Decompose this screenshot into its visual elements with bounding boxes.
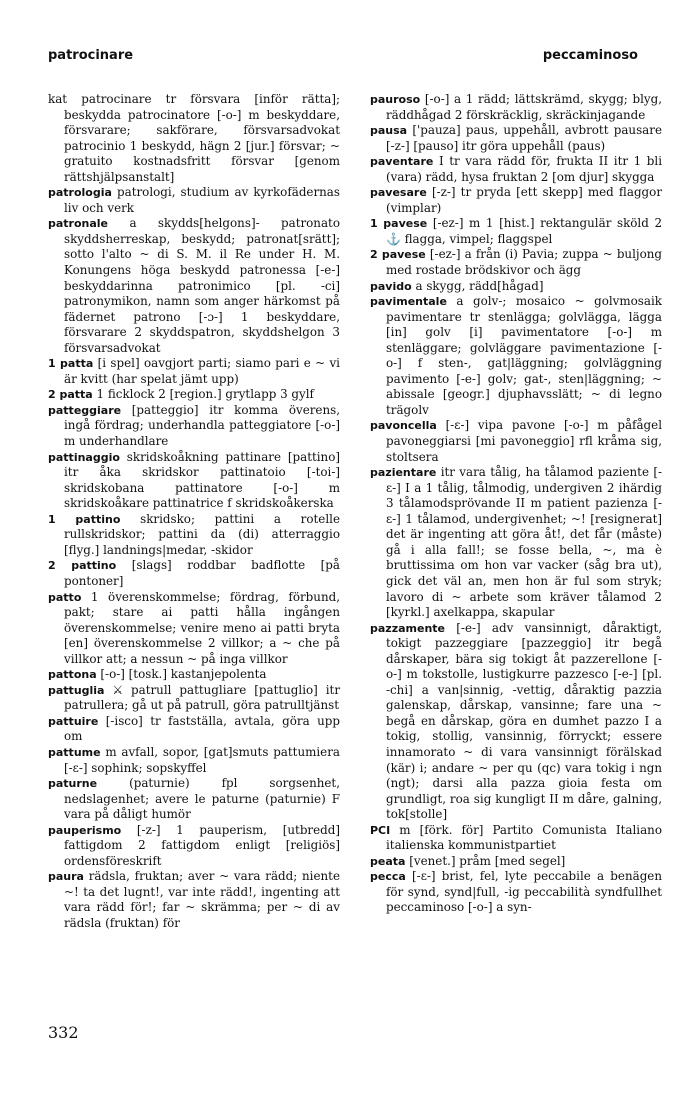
dictionary-entry: patto 1 överenskommelse; fördrag, förbund, pakt; stare ai patti hålla ingången överenskommelse; venire meno ai patti bryta [en] överenskommelse 2 villkor; a ~ che på villkor att; a nessun ~ på inga villkor [48,589,340,666]
dictionary-entry: pattuglia ⚔ patrull pattugliare [pattuglio] itr patrullera; gå ut på patrull, göra patrulltjänst [48,682,341,713]
dictionary-entry: pavimentale a golv-; mosaico ~ golvmosaik pavimentare tr stenlägga; golvlägga, lägga [in] golv [i] pavimentatore [-o-] m stenläggare; golvläggare pavimentazione [-o-] f sten-, gat|läggning; golvläggning pavimento [-e-] golv; gat-, sten|läggning; ~ abissale [geogr.] djuphavsslätt; ~ di legno trägolv [370,294,663,417]
dictionary-entry: pausa ['pauza] paus, uppehåll, avbrott pausare [-z-] [pauso] itr göra uppehåll (paus) [370,123,662,153]
dictionary-entry: paturne (paturnie) fpl sorgsenhet, nedslagenhet; avere le paturne (paturnie) F vara på dåligt humör [48,776,340,822]
dictionary-entry: pauperismo [-z-] 1 pauperism, [utbredd] fattigdom 2 fattigdom enligt [religiös] ordensföreskrift [48,822,341,868]
left-column [48,92,340,932]
dictionary-entry: 1 pattino skridsko; pattini a rotelle rullskridskor; pattini da (di) atterraggio [flyg.] landnings|medar, -skidor [48,511,340,557]
dictionary-entry: pazientare itr vara tålig, ha tålamod paziente [-ɛ-] I a 1 tålig, tålmodig, undergiven 2 ihärdig 3 tålamodsprövande II m patient pazienza [-ɛ-] 1 tålamod, undergivenhet; ~! [resignerat] det är ingenting att göra åt!, det får (måste) gå i alla fall!; se fosse bella, ~, ma è bruttissima om hon var vacker (såg bra ut), gick det väl an, men hon är ful som stryk; lavoro di ~ arbete som kräver tålamod 2 [kyrkl.] axelkappa, skapular [370,465,662,620]
guide-word-left: patrocinare [48,48,134,63]
dictionary-entry: 1 pavese [-ez-] m 1 [hist.] rektangulär sköld 2 ⚓ flagga, vimpel; flaggspel [370,216,663,246]
dictionary-entry: pattona [-o-] [tosk.] kastanjepolenta [48,667,267,682]
guide-word-right: peccaminoso [542,48,638,63]
dictionary-entry: patteggiare [patteggio] itr komma överens, ingå fördrag; underhandla patteggiatore [-o-] m underhandlare [48,402,340,449]
dictionary-entry: pecca [-ɛ-] brist, fel, lyte peccabile a benägen för synd, synd|full, -ig peccabilità syndfullhet peccaminoso [-o-] a syn- [370,869,662,915]
dictionary-entry: paura rädsla, fruktan; aver ~ vara rädd; niente ~! ta det lugnt!, var inte rädd!, ingenting att vara rädd för!; far ~ skrämma; per ~ di av rädsla (fruktan) för [48,869,340,930]
dictionary-entry: 2 pavese [-ez-] a från (i) Pavia; zuppa ~ buljong med rostade brödskivor och ägg [370,247,663,278]
dictionary-entry: 2 pattino [slags] roddbar badflotte [på pontoner] [48,558,340,588]
dictionary-entry: 2 patta 1 ficklock 2 [region.] grytlapp 3 gylf [48,387,314,402]
dictionary-entry: pattinaggio skridskoåkning pattinare [pattino] itr åka skridskor pattinatoio [-toi-] skridskobana pattinatore [-o-] m skridskoåkare pattinatrice f skridskoåkerska [48,449,341,511]
dictionary-entry: pattume m avfall, sopor, [gat]smuts pattumiera [-ɛ-] sophink; sopskyffel [48,744,340,775]
dictionary-entry: pattuire [-isco] tr fastställa, avtala, göra upp om [48,713,340,744]
dictionary-entry: patrologia patrologi, studium av kyrkofädernas liv och verk [48,185,340,215]
dictionary-entry: pavoncella [-ɛ-] vipa pavone [-o-] m påfågel pavoneggiarsi [mi pavoneggio] rfl kråma sig, stoltsera [370,418,662,464]
dictionary-entry: peata [venet.] pråm [med segel] [370,853,566,868]
right-column [370,92,662,916]
dictionary-entry: pazzamente [-e-] adv vansinnigt, dåraktigt, tokigt pazzeggiare [pazzeggio] itr begå dårskaper, bära sig tokigt åt pazzerellone [-o-] m tokstolle, lustigkurre pazzesco [-e-] [pl. -chi] a van|sinnig, -vettig, dåraktig pazzia galenskap, dårskap, vansinne; fare una ~ begå en dårskap, göra en dumhet pazzo I a tokig, stollig, vansinnig, förryckt; essere innamorato ~ di vara vansinnigt förälskad (kär) i; andare ~ per qu (qc) vara tokig i ngn (ngt); darsi alla pazza gioia festa om grundligt, roa sig kungligt II m dåre, galning, tok[stolle] [370,620,663,822]
dictionary-entry: 1 patta [i spel] oavgjort parti; siamo pari e ~ vi är kvitt (har spelat jämt upp) [48,356,340,386]
dictionary-entry: PCI m [förk. för] Partito Comunista Italiano italienska kommunistpartiet [370,822,662,853]
page-number: 332 [48,1023,79,1042]
dictionary-entry: pavido a skygg, rädd[hågad] [370,278,544,293]
dictionary-entry: patronale a skydds[helgons]- patronato skyddsherreskap, beskydd; patronat[srätt]; sotto l'alto ~ di S. M. il Re under H. M. Konungens höga beskydd patronessa [-e-] beskyddarinna patronimico [pl. -ci] patronymikon, namn som anger härkomst på fädernet patrono [-ɔ-] 1 beskyddare, försvarare 2 skyddspatron, skyddshelgon 3 försvarsadvokat [48,216,340,355]
dictionary-entry: pavesare [-z-] tr pryda [ett skepp] med flaggor (vimplar) [370,185,663,215]
dictionary-entry: kat patrocinare tr försvara [inför rätta]; beskydda patrocinatore [-o-] m beskyddare, försvarare; sakförare, försvarsadvokat patrocinio 1 beskydd, hägn 2 [jur.] försvar; ~ gratuito kostnadsfritt försvar [genom rättshjälpsanstalt] [48,92,340,184]
dictionary-entry: paventare I tr vara rädd för, frukta II itr 1 bli (vara) rädd, hysa fruktan 2 [om djur] skygga [370,154,663,184]
dictionary-entry: pauroso [-o-] a 1 rädd; lättskrämd, skygg; blyg, räddhågad 2 förskräcklig, skräckinjagande [370,92,663,122]
